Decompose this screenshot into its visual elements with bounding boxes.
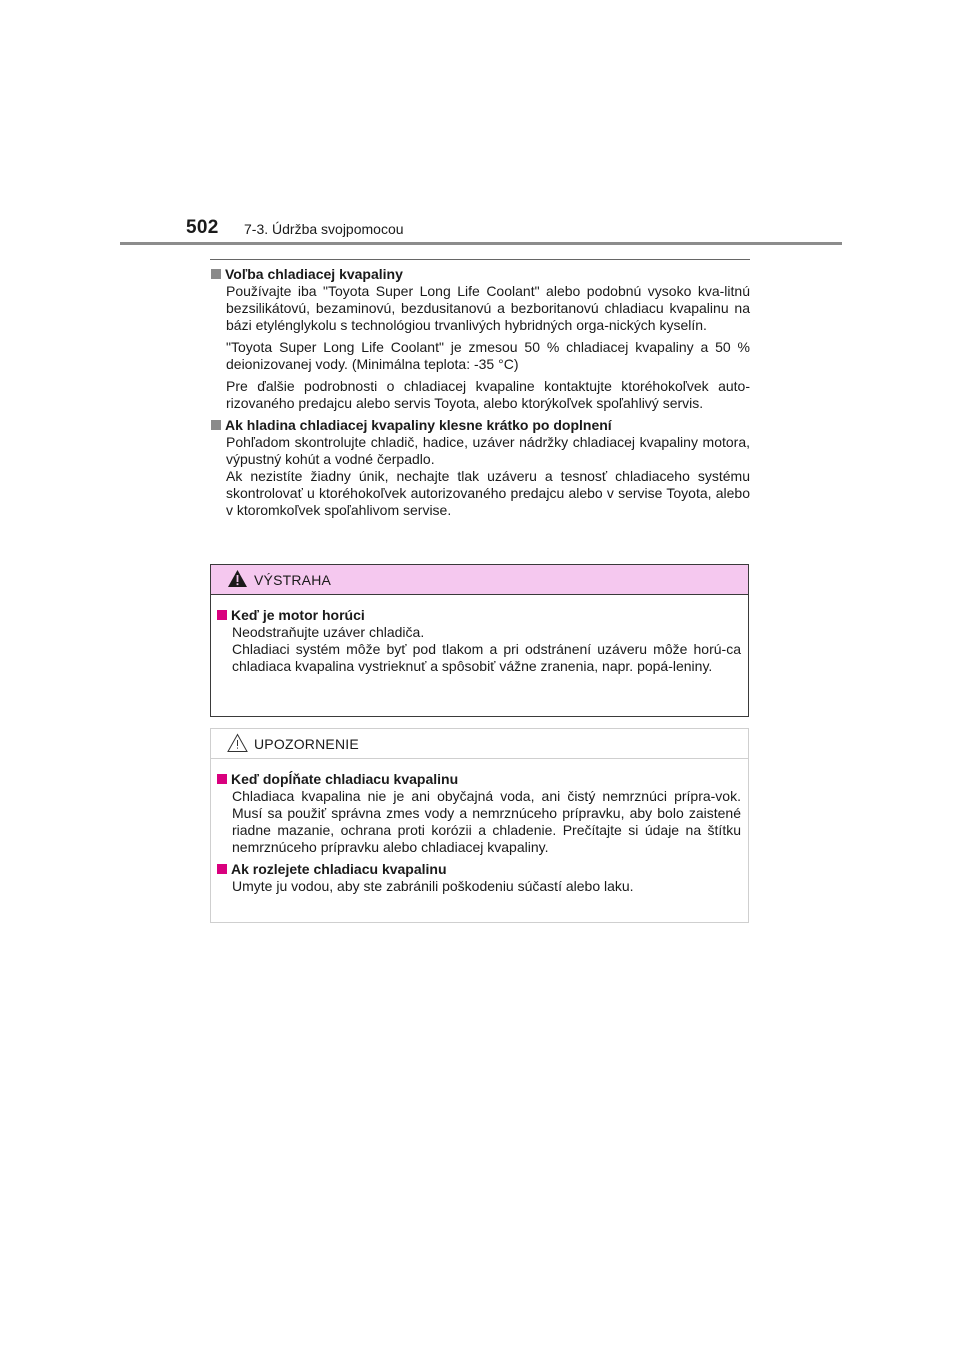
paragraph: "Toyota Super Long Life Coolant" je zmesou 50 % chladiacej kvapaliny a 50 % deionizovanej vody. (Minimálna teplota: -35 °C): [226, 339, 750, 372]
heading-text: Keď je motor horúci: [231, 607, 365, 623]
square-bullet-icon: [211, 269, 221, 279]
paragraph: Neodstraňujte uzáver chladiča.: [232, 624, 425, 640]
paragraph: Pre ďalšie podrobnosti o chladiacej kvapaline kontaktujte ktoréhokoľvek auto-rizovaného predajcu alebo servis Toyota, alebo ktorýkoľvek spoľahlivý servis.: [226, 378, 750, 411]
paragraph: Chladiaca kvapalina nie je ani obyčajná voda, ani čistý nemrznúci prípra-vok. Musí sa použiť správna zmes vody a nemrznúceho prípravku, aby bolo zaistené riadne mazanie, ochrana proti korózii a chladenie. Prečítajte si údaje na štítku nemrznúceho prípravku alebo chladiacej kvapaliny.: [232, 788, 741, 855]
square-bullet-icon: [211, 420, 221, 430]
heading-text: Ak rozlejete chladiacu kvapalinu: [231, 861, 447, 877]
header-rule: [120, 242, 842, 245]
warning-box: [210, 564, 749, 717]
warning-triangle-icon: [227, 569, 248, 588]
warning-heading: [216, 607, 741, 624]
warning-body: [211, 595, 748, 675]
square-bullet-icon: [217, 774, 227, 784]
notice-title: UPOZORNENIE: [254, 736, 359, 752]
notice-box: [210, 728, 749, 923]
section-title: 7-3. Údržba svojpomocou: [244, 221, 404, 237]
heading-text: Keď dopĺňate chladiacu kvapalinu: [231, 771, 459, 787]
paragraph: Chladiaci systém môže byť pod tlakom a pri odstránení uzáveru môže horú-ca chladiaca kvapalina vystrieknuť a spôsobiť vážne zranenia, napr. popá-leniny.: [232, 641, 741, 674]
paragraph: Používajte iba "Toyota Super Long Life Coolant" alebo podobnú vysoko kva-litnú bezsilikátovú, bezaminovú, bezdusitanovú a bezboritanovú chladiacu kvapalinu na bázi etylénglykolu s technológiou trvanlivých hybridných orga-nických kyselín.: [226, 283, 750, 333]
square-bullet-icon: [217, 864, 227, 874]
notice-triangle-icon: [227, 733, 248, 753]
notice-heading: [216, 771, 741, 788]
square-bullet-icon: [217, 610, 227, 620]
main-content: [210, 259, 750, 524]
warning-title: VÝSTRAHA: [254, 572, 332, 588]
notice-header: [211, 729, 748, 759]
page-number: 502: [186, 217, 219, 238]
paragraph: Ak nezistíte žiadny únik, nechajte tlak uzáveru a tesnosť chladiaceho systému skontrolovať u ktoréhokoľvek autorizovaného predajcu alebo v servise Toyota, alebo v ktoromkoľvek spoľahlivom servise.: [226, 468, 750, 518]
section-heading: [210, 266, 750, 283]
notice-body: [211, 759, 748, 895]
paragraph: Pohľadom skontrolujte chladič, hadice, uzáver nádržky chladiacej kvapaliny motora, výpustný kohút a vodné čerpadlo.: [226, 434, 750, 467]
paragraph: Umyte ju vodou, aby ste zabránili poškodeniu súčastí alebo laku.: [232, 878, 634, 894]
notice-heading: [216, 861, 741, 878]
warning-header: [211, 565, 748, 595]
heading-text: Voľba chladiacej kvapaliny: [225, 266, 403, 282]
section-heading: [210, 417, 750, 434]
heading-text: Ak hladina chladiacej kvapaliny klesne krátko po doplnení: [225, 417, 612, 433]
